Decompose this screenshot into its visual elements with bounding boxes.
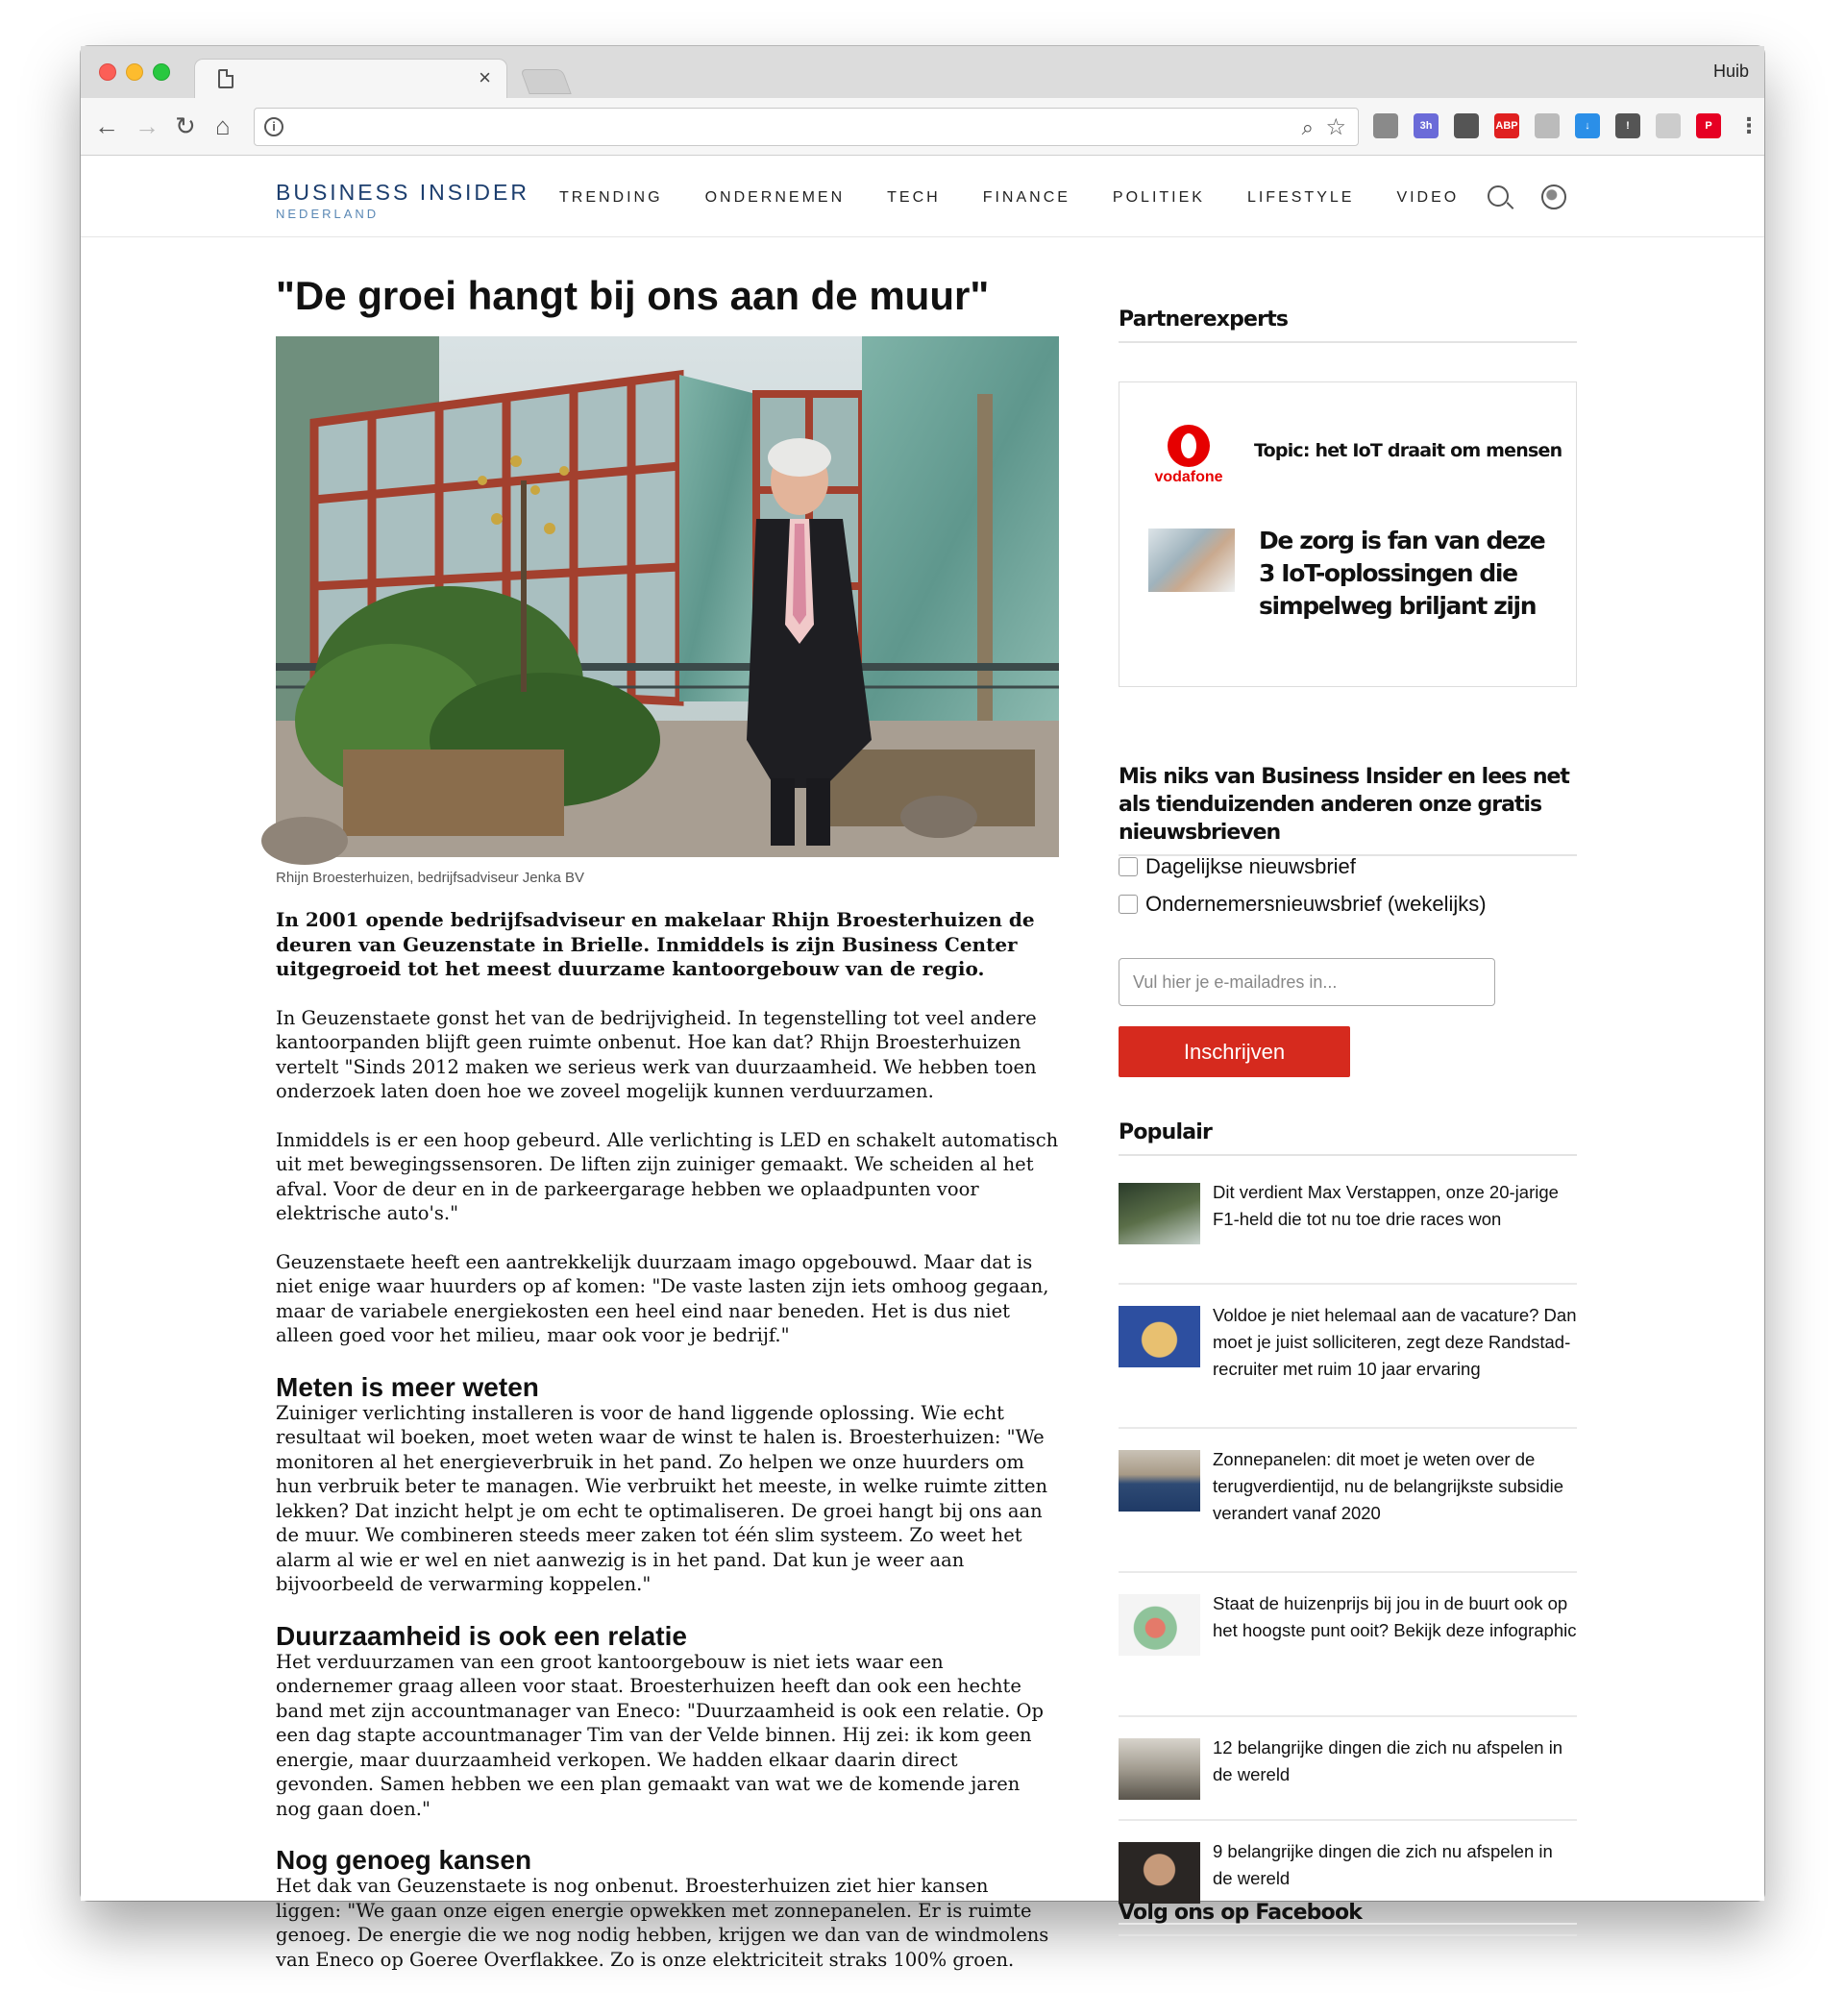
reload-icon[interactable]: ↻ <box>175 111 196 140</box>
search-icon[interactable] <box>1488 185 1509 207</box>
newsletter-daily-checkbox[interactable] <box>1119 854 1356 879</box>
checkbox-label: Ondernemersnieuwsbrief (wekelijks) <box>1145 892 1487 916</box>
info-extension-icon[interactable]: ! <box>1615 113 1640 138</box>
popular-thumbnail[interactable] <box>1119 1450 1200 1512</box>
web-page <box>81 157 1764 1971</box>
article-subheading: Meten is meer weten <box>276 1371 539 1402</box>
checkbox-box[interactable] <box>1119 857 1138 876</box>
nav-politiek[interactable]: POLITIEK <box>1112 189 1205 206</box>
list-item[interactable] <box>1119 1183 1577 1285</box>
window-close-button[interactable] <box>99 63 116 81</box>
partner-experts-title: Partnerexperts <box>1119 307 1577 343</box>
logo-main-text: BUSINESS INSIDER <box>276 180 529 205</box>
vodafone-label: vodafone <box>1154 469 1223 485</box>
checkbox-label: Dagelijkse nieuwsbrief <box>1145 854 1356 878</box>
vodafone-logo-icon <box>1168 425 1210 467</box>
partner-thumbnail[interactable] <box>1148 529 1235 592</box>
popular-link[interactable]: Voldoe je niet helemaal aan de vacature? Dan moet je juist solliciteren, zegt deze Randstad-recruiter met ruim 10 jaar ervaring <box>1213 1305 1577 1379</box>
list-item[interactable] <box>1119 1594 1577 1717</box>
article-paragraph: Het verduurzamen van een groot kantoorgebouw is niet iets waar een ondernemer graag alleen voor staat. Broesterhuizen heeft dan ook een hechte band met zijn accountmanager van Eneco: "Duurzaamheid is ook een relatie. Op een dag stapte accountmanager Tim van der Velde binnen. Hij zei: ik kom geen energie, maar duurzaamheid verkopen. We hadden elkaar daarin direct gevonden. Samen hebben we een plan gemaakt van wat we de komende jaren nog gaan doen." <box>276 1650 1044 1820</box>
partner-link-article[interactable]: De zorg is fan van deze 3 IoT-oplossingen die simpelweg briljant zijn <box>1259 527 1545 620</box>
tab-close-icon[interactable]: × <box>479 65 491 89</box>
window-minimize-button[interactable] <box>126 63 143 81</box>
sync-extension-icon[interactable] <box>1535 113 1560 138</box>
newsletter-weekly-checkbox[interactable] <box>1119 892 1487 917</box>
browser-tab[interactable] <box>194 59 507 98</box>
new-tab-button[interactable] <box>520 69 571 94</box>
article-paragraph: Zuiniger verlichting installeren is voor de hand liggende oplossing. Wie echt resultaat wil boeken, moet weten waar de winst te halen is. Broesterhuizen: "We monitoren al het energieverbruik in het pand. Zo helpen we onze huurders om hun verbruik beter te managen. Wie verbruikt het meeste, in welke ruimte zitten lekken? Dat inzicht helpt je om echt te optimaliseren. De groei hangt bij ons aan de muur. We combineren steeds meer zaken tot één slim systeem. Zo weet het alarm al wie er wel en niet aanwezig is in het pand. Dat kun je weer aan bijvoorbeeld de verwarming koppelen." <box>276 1401 1048 1595</box>
nav-tech[interactable]: TECH <box>887 189 941 206</box>
popular-thumbnail[interactable] <box>1119 1183 1200 1244</box>
vodafone-logo[interactable] <box>1152 425 1225 486</box>
nav-finance[interactable]: FINANCE <box>982 189 1070 206</box>
mail-extension-icon[interactable] <box>1373 113 1398 138</box>
cast-extension-icon[interactable] <box>1656 113 1681 138</box>
popular-thumbnail[interactable] <box>1119 1738 1200 1800</box>
site-logo[interactable] <box>276 180 529 221</box>
globe-icon[interactable] <box>1541 184 1566 209</box>
popular-link[interactable]: 9 belangrijke dingen die zich nu afspelen in de wereld <box>1213 1841 1553 1888</box>
main-nav <box>559 189 1501 207</box>
window-maximize-button[interactable] <box>153 63 170 81</box>
nav-lifestyle[interactable]: LIFESTYLE <box>1246 189 1355 206</box>
checkbox-box[interactable] <box>1119 895 1138 914</box>
article-subheading: Duurzaamheid is ook een relatie <box>276 1620 687 1651</box>
popular-title: Populair <box>1119 1120 1577 1156</box>
tab-strip <box>81 46 1764 98</box>
forward-icon[interactable]: → <box>135 111 160 140</box>
article-lead: In 2001 opende bedrijfsadviseur en makelaar Rhijn Broesterhuizen de deuren van Geuzenstate in Brielle. Inmiddels is zijn Business Center uitgegroeid tot het meest duurzame kantoorgebouw van de regio. <box>276 908 1035 980</box>
zoom-icon[interactable]: ⌕ <box>1301 115 1314 139</box>
shield-extension-icon[interactable] <box>1454 113 1479 138</box>
nav-trending[interactable]: TRENDING <box>559 189 663 206</box>
logo-sub-text: NEDERLAND <box>276 207 380 221</box>
article-paragraph: In Geuzenstaete gonst het van de bedrijvigheid. In tegenstelling tot veel andere kantoorpanden blijft geen ruimte onbenut. Hoe kan dat? Rhijn Broesterhuizen vertelt "Sinds 2012 maken we serieus werk van duurzaamheid. We hebben toen onderzoek laten doen hoe we zoveel mogelijk kunnen verduurzamen. <box>276 1006 1037 1102</box>
list-item[interactable] <box>1119 1306 1577 1429</box>
browser-toolbar <box>81 98 1764 156</box>
popular-thumbnail[interactable] <box>1119 1306 1200 1367</box>
partner-box <box>1119 381 1577 687</box>
popular-link[interactable]: Zonnepanelen: dit moet je weten over de terugverdientijd, nu de belangrijkste subsidie verandert vanaf 2020 <box>1213 1449 1564 1523</box>
hero-image <box>276 336 1059 857</box>
back-icon[interactable]: ← <box>94 111 119 140</box>
popular-list <box>1119 1183 1577 1925</box>
download-extension-icon[interactable]: ↓ <box>1575 113 1600 138</box>
popular-thumbnail[interactable] <box>1119 1842 1200 1904</box>
image-caption: Rhijn Broesterhuizen, bedrijfsadviseur Jenka BV <box>276 870 584 886</box>
list-item[interactable] <box>1119 1738 1577 1821</box>
newsletter-title: Mis niks van Business Insider en lees net als tienduizenden anderen onze gratis nieuwsbrieven <box>1119 763 1577 856</box>
calendar-extension-icon[interactable]: 3h <box>1414 113 1439 138</box>
email-input[interactable]: Vul hier je e-mailadres in... <box>1119 958 1495 1006</box>
hero-photo <box>276 336 1059 857</box>
article-body <box>276 908 1059 1996</box>
facebook-title: Volg ons op Facebook <box>1119 1901 1577 1936</box>
article-subheading: Nog genoeg kansen <box>276 1845 532 1875</box>
popular-thumbnail[interactable] <box>1119 1594 1200 1656</box>
article-paragraph: Geuzenstaete heeft een aantrekkelijk duurzaam imago opgebouwd. Maar dat is niet enige waar huurders op af komen: "De vaste lasten zijn iets omhoog gegaan, maar de variabele energiekosten een heel eind naar beneden. Het is dus niet alleen goed voor het milieu, maar ook voor je bedrijf." <box>276 1250 1049 1346</box>
bookmark-star-icon[interactable]: ☆ <box>1325 114 1346 140</box>
article-paragraph: Het dak van Geuzenstaete is nog onbenut. Broesterhuizen ziet hier kansen liggen: "We gaan onze eigen energie opwekken met zonnepanelen. Er is ruimte genoeg. De energie die we nog nodig hebben, krijgen we dan van de windmolens van Eneco op Goeree Overflakkee. Zo is onze elektriciteit straks 100% groen. <box>276 1875 1049 1971</box>
article-paragraph: Inmiddels is er een hoop gebeurd. Alle verlichting is LED en schakelt automatisch uit met bewegingssensoren. De liften zijn zuiniger gemaakt. We scheiden al het afval. Voor de deur en in de parkeergarage hebben we oplaadpunten voor elektrische auto's." <box>276 1128 1059 1224</box>
partner-link-topic[interactable]: Topic: het IoT draait om mensen <box>1254 440 1562 461</box>
browser-window <box>81 46 1764 1971</box>
menu-kebab-icon[interactable]: ⋮ <box>1738 113 1759 137</box>
site-header <box>81 157 1764 237</box>
nav-ondernemen[interactable]: ONDERNEMEN <box>704 189 846 206</box>
page-icon <box>218 69 234 88</box>
popular-link[interactable]: 12 belangrijke dingen die zich nu afspelen in de wereld <box>1213 1737 1563 1784</box>
adblock-extension-icon[interactable]: ABP <box>1494 113 1519 138</box>
pinterest-extension-icon[interactable]: P <box>1696 113 1721 138</box>
article-headline: "De groei hangt bij ons aan de muur" <box>276 273 990 318</box>
subscribe-button[interactable]: Inschrijven <box>1119 1026 1350 1077</box>
popular-link[interactable]: Dit verdient Max Verstappen, onze 20-jarige F1-held die tot nu toe drie races won <box>1213 1182 1559 1229</box>
info-icon[interactable]: i <box>264 117 283 136</box>
home-icon[interactable]: ⌂ <box>215 111 231 140</box>
address-bar[interactable] <box>254 108 1359 146</box>
profile-name[interactable]: Huib <box>1712 61 1749 81</box>
list-item[interactable] <box>1119 1450 1577 1573</box>
popular-link[interactable]: Staat de huizenprijs bij jou in de buurt ook op het hoogste punt ooit? Bekijk deze infographic <box>1213 1593 1577 1640</box>
nav-video[interactable]: VIDEO <box>1396 189 1460 206</box>
